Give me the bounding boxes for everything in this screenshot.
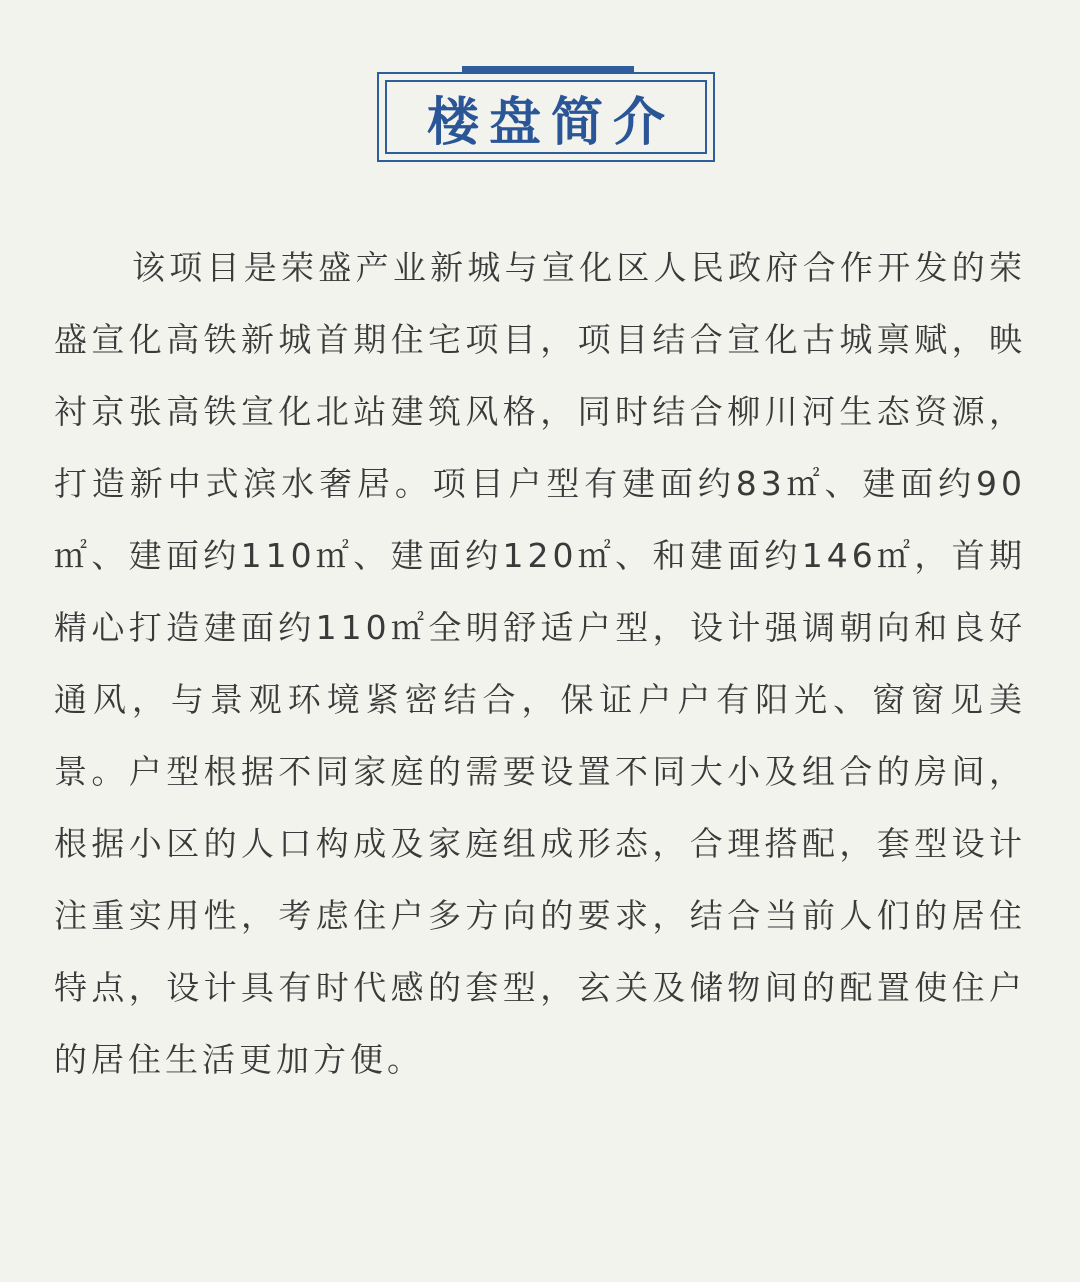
title-frame: [377, 72, 715, 162]
section-title: 楼盘简介: [426, 91, 675, 153]
intro-paragraph: 该项目是荣盛产业新城与宣化区人民政府合作开发的荣盛宣化高铁新城首期住宅项目，项目结合宣化古城禀赋，映衬京张高铁宣化北站建筑风格，同时结合柳川河生态资源，打造新中式滨水奢居。项目户型有建面约83㎡、建面约90㎡、建面约110㎡、建面约120㎡、和建面约146㎡，首期精心打造建面约110㎡全明舒适户型，设计强调朝向和良好通风，与景观环境紧密结合，保证户户有阳光、窗窗见美景。户型根据不同家庭的需要设置不同大小及组合的房间，根据小区的人口构成及家庭组成形态，合理搭配，套型设计注重实用性，考虑住户多方向的要求，结合当前人们的居住特点，设计具有时代感的套型，玄关及储物间的配置使住户的居住生活更加方便。: [54, 248, 1026, 1079]
